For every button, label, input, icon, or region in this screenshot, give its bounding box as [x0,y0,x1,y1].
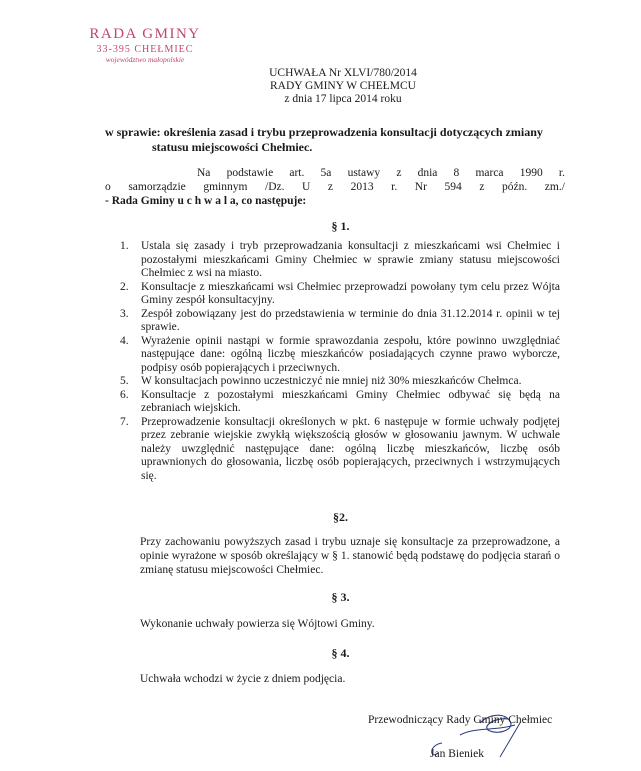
basis-word: U [302,181,311,193]
basis-word: dnia [417,167,438,179]
stamp-line-1: RADA GMINY [89,26,201,42]
council-stamp [80,26,210,64]
resolution-number: UCHWAŁA Nr XLVI/780/2014 [269,67,417,79]
list-item [120,335,560,376]
basis-word: 2013 [350,181,374,193]
basis-word: późn. [501,181,528,193]
basis-word: 594 [444,181,462,193]
list-item [120,281,560,308]
signature-name: Jan Bieniek [430,748,484,760]
item-text: W konsultacjach powinno uczestniczyć nie mniej niż 30% mieszkańców Chełmca. [141,375,522,387]
basis-word: z [327,181,334,193]
stamp-line-3: województwo małopolskie [105,55,185,64]
section-3-text: Wykonanie uchwały powierza się Wójtowi Gminy. [140,618,375,630]
section-heading-3: § 3. [331,590,350,604]
basis-word: marca [475,167,504,179]
council-name: RADY GMINY W CHEŁMCU [270,80,416,92]
section-1-list [120,240,560,483]
legal-basis-row-2 [105,180,565,194]
basis-word: 5a [320,167,332,179]
basis-word: /Dz. [265,181,285,193]
basis-word: zm./ [544,181,565,193]
item-text: Wyrażenie opinii nastąpi w formie sprawozdania zespołu, które powinno uwzględniać następujące dane: ogólną liczbę mieszkańców posiadających czynne prawo wyborcze, podpisy osób popierających i przeciwnych. [141,334,560,374]
subject-line-1: w sprawie: określenia zasad i trybu przeprowadzenia konsultacji dotyczących zmiany [105,125,543,139]
list-item [120,416,560,484]
basis-word: z [479,181,485,193]
item-text: Konsultacje z mieszkańcami wsi Chełmiec przeprowadzi powołany tym celu przez Wójta Gminy zespół konsultacyjny. [141,280,560,306]
list-item [120,389,560,416]
signature-title: Przewodniczący Rady Gminy Chełmiec [368,714,553,726]
item-text: Konsultacje z pozostałymi mieszkańcami Gminy Chełmiec odbywać się będą na zebraniach wiejskich. [141,388,560,414]
item-number: 4. [120,334,129,347]
item-number: 2. [120,280,129,293]
basis-word: 8 [453,167,460,179]
section-2-text: Przy zachowaniu powyższych zasad i trybu uznaje się konsultacje za przeprowadzone, a opinie wyrażone w sposób określający w § 1. stanowić będą podstawę do podjęcia starań o zmianę statusu miejscowości Chełmiec. [140,536,560,576]
list-item [120,375,560,389]
stamp-line-2: 33-395 CHEŁMIEC [96,44,194,55]
section-heading-1: § 1. [331,219,350,233]
item-number: 7. [120,415,129,428]
item-number: 3. [120,307,129,320]
legal-basis-row-1 [105,166,565,180]
item-number: 1. [120,240,129,252]
council-resolves: - Rada Gminy u c h w a l a, co następuje: [105,195,307,207]
basis-word: samorządzie [128,181,186,193]
item-number: 5. [120,375,129,387]
basis-word: podstawie [226,167,274,179]
resolution-date: z dnia 17 lipca 2014 roku [284,93,402,105]
basis-word: o [105,181,111,193]
section-heading-4: § 4. [331,646,350,660]
item-text: Zespół zobowiązany jest do przedstawienia w terminie do dnia 31.12.2014 r. opinii w tej sprawie. [141,307,560,333]
legal-basis [105,166,565,208]
basis-word: r. [391,181,398,193]
basis-word: r. [558,167,565,179]
basis-word: Na [197,167,211,179]
item-text: Przeprowadzenie konsultacji określonych w pkt. 6 następuje w formie uchwały podjętej przez zebranie wiejskie zwykłą większością głosów w głosowaniu jawnym. W uchwale należy uwzględnić następujące dane: ogólną liczbę mieszkańców, liczbę osób uprawnionych do głosowania, liczbę osób popierających, przeciwnych i wstrzymujących się. [141,415,560,482]
basis-word: z [396,167,402,179]
basis-word: art. [289,167,305,179]
basis-word: Nr [414,181,427,193]
subject-line-2: statusu miejscowości Chełmiec. [152,140,313,154]
resolution-header [0,67,641,106]
list-item [120,240,560,281]
basis-word: 1990 [519,167,543,179]
resolution-subject [105,125,565,155]
item-number: 6. [120,388,129,401]
basis-word: gminnym [203,181,248,193]
section-heading-2: §2. [333,510,348,524]
section-4-text: Uchwała wchodzi w życie z dniem podjęcia. [140,673,346,685]
item-text: Ustala się zasady i tryb przeprowadzania konsultacji z mieszkańcami wsi Chełmiec i pozostałymi mieszkańcami Gminy Chełmiec w sprawie zmiany statusu miejscowości Chełmiec z wsi na miasto. [141,240,560,279]
list-item [120,308,560,335]
basis-word: ustawy [347,167,381,179]
